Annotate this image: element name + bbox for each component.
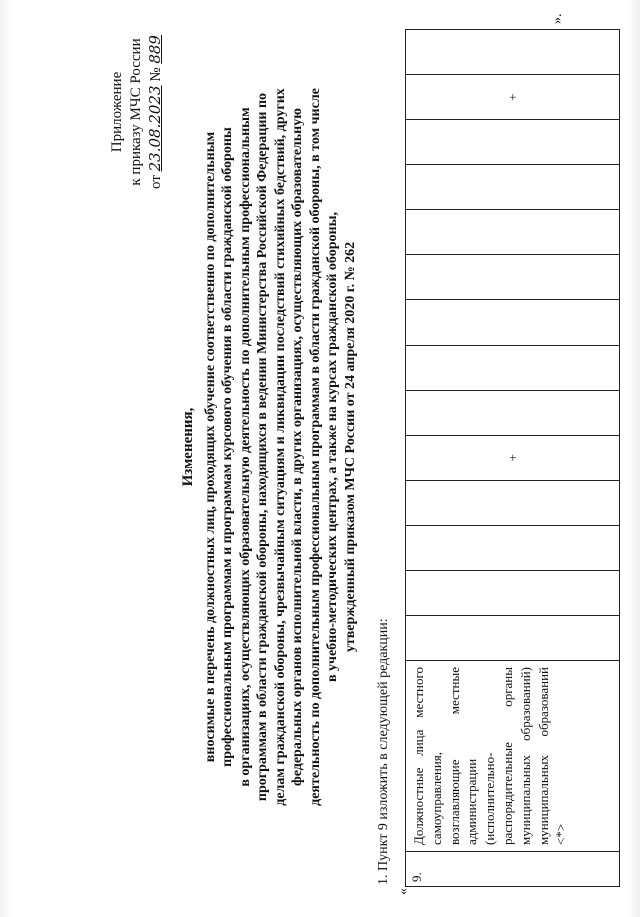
title-line: федеральных органов исполнительной власти, в других организациях, осуществляющих образовательную [290,108,305,786]
document-title [180,17,359,877]
table-cell [406,300,620,345]
title-line: вносимые в перечень должностных лиц, проходящих обучение соответственно по дополнительным [202,131,218,763]
title-line: утвержденный приказом МЧС России от 24 апреля 2020 г. № 262 [342,241,358,653]
title-heading: Изменения, [180,407,196,487]
table-cell [406,525,620,570]
title-line: программам в области гражданской обороны, находящихся в ведении Министерства Российской Федерации по [255,92,270,802]
table-cell [406,165,620,210]
table-cell [406,210,620,255]
annex-number-label: № [148,67,164,82]
handwritten-number: 889 [146,35,164,64]
annex-order-ref: к приказу МЧС России [128,38,144,186]
table-cell [406,30,620,75]
title-line: делам гражданской обороны, чрезвычайным ситуациям и ликвидации последствий стихийных бедствий, других [272,88,288,806]
table-cell [406,345,620,390]
title-line: в учебно-методических центрах, а также на курсах гражданской обороны, [325,212,340,682]
title-line: деятельность по дополнительным профессиональным программам в области гражданской обороны, в том числе [307,88,323,806]
table-cell [406,120,620,165]
annex-from-label: от [148,175,164,189]
table-cell [406,615,620,660]
table-row [406,30,620,887]
table-cell [406,390,620,435]
title-line: профессиональным программам и программам курсового обучения в области гражданской обороны [220,127,235,767]
table-cell: + [406,75,620,120]
annex-date-line [146,17,166,207]
clause-instruction: 1. Пункт 9 изложить в следующей редакции: [376,618,391,885]
annex-title: Приложение [109,71,125,153]
table-cell: + [406,435,620,480]
table-cell [406,480,620,525]
row-number: 9. [406,852,620,887]
annex-block [108,17,166,207]
amendment-table [405,29,620,887]
table-cell [406,570,620,615]
opening-quote: « [396,888,411,895]
table-cell [406,255,620,300]
closing-quote: ». [550,13,565,24]
title-line: в организациях, осуществляющих образовательную деятельность по дополнительным профессиональным [237,107,253,787]
row-description: Должностные лица местного самоуправления, возглавляющие местные администрации (исполнительно-распорядительные органы муниципальных образований) муниципальных образований <*> [406,661,620,852]
handwritten-date: 23.08.2023 [146,85,164,172]
